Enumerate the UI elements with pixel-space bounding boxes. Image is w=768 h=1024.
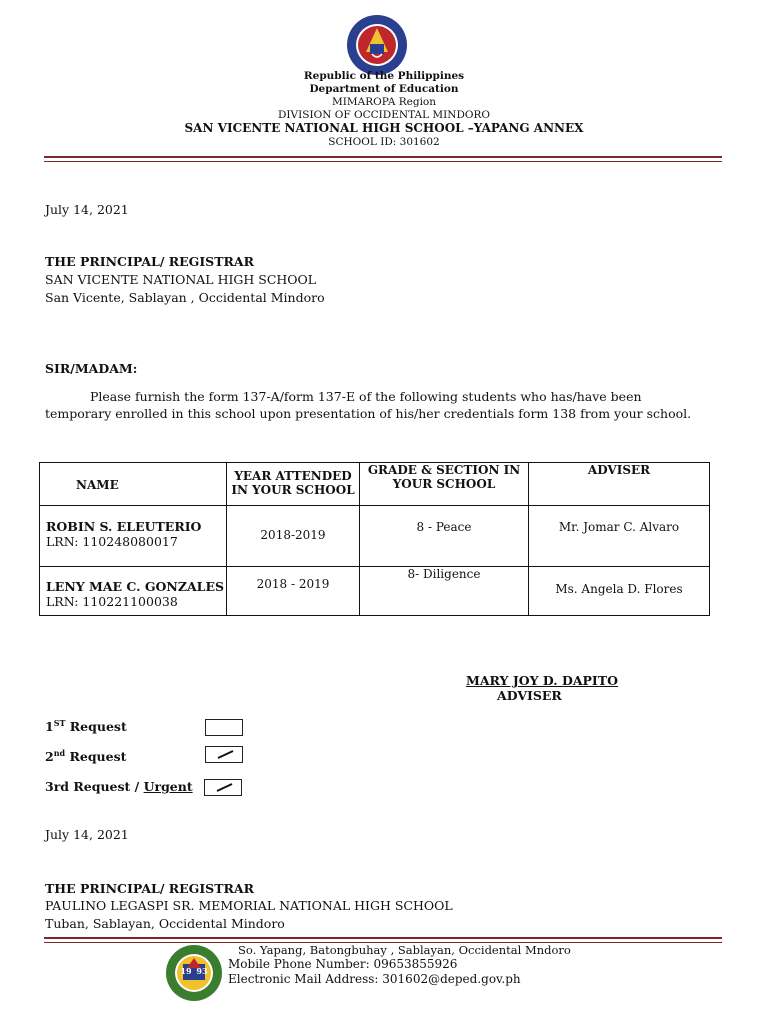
header-division: DIVISION OF OCCIDENTAL MINDORO: [277, 109, 491, 121]
student-lrn: LRN: 110221100038: [46, 594, 178, 609]
request-second-num: 2: [45, 749, 54, 765]
header-adviser: ADVISER: [587, 463, 651, 477]
header-grade-1: GRADE & SECTION IN: [367, 463, 521, 477]
table-row: [40, 506, 710, 567]
request-second-text: Request: [65, 749, 127, 765]
check-mark-icon: [206, 747, 242, 762]
header-rule-thin: [44, 161, 722, 162]
footer-mobile: Mobile Phone Number: 09653855926: [228, 957, 458, 971]
request-first-text: Request: [65, 719, 127, 735]
student-name: ROBIN S. ELEUTERIO: [46, 519, 202, 534]
header-school-id: SCHOOL ID: 301602: [328, 136, 440, 148]
request-first-num: 1: [45, 719, 54, 735]
request-second-label: [45, 748, 126, 764]
student-adviser: Mr. Jomar C. Alvaro: [558, 520, 680, 534]
addressee-school: SAN VICENTE NATIONAL HIGH SCHOOL: [45, 272, 317, 287]
request-first-sup: ST: [53, 718, 66, 728]
footer-letter-date: July 14, 2021: [45, 827, 129, 842]
request-first-checkbox[interactable]: [205, 719, 243, 736]
footer-rule: [44, 937, 722, 939]
request-first-label: [45, 718, 127, 734]
header-grade-2: YOUR SCHOOL: [392, 477, 496, 491]
header-year-1: YEAR ATTENDED: [234, 469, 352, 483]
header-name: NAME: [76, 478, 119, 492]
check-mark-icon: [205, 780, 241, 795]
footer-email: Electronic Mail Address: 301602@deped.gov.ph: [228, 972, 521, 986]
student-year: 2018 - 2019: [256, 577, 330, 591]
header-rule: [44, 156, 722, 158]
student-grade: 8- Diligence: [407, 567, 481, 581]
request-second-checkbox[interactable]: [205, 746, 243, 763]
body-line-1: Please furnish the form 137-A/form 137-E of the following students who has/have been: [90, 389, 642, 404]
addressee-location: San Vicente, Sablayan , Occidental Mindoro: [45, 290, 325, 305]
table-header-row: [40, 463, 710, 506]
signatory-name: MARY JOY D. DAPITO: [466, 673, 618, 688]
footer-addressee-school: PAULINO LEGASPI SR. MEMORIAL NATIONAL HIGH SCHOOL: [45, 898, 453, 913]
school-logo-icon: [165, 944, 223, 1006]
header-region: MIMAROPA Region: [331, 96, 437, 108]
footer-address: So. Yapang, Batongbuhay , Sablayan, Occidental Mndoro: [238, 943, 571, 957]
student-adviser: Ms. Angela D. Flores: [555, 582, 683, 596]
header-republic: Republic of the Philippines: [303, 70, 465, 82]
request-third-label: [45, 779, 193, 794]
student-lrn: LRN: 110248080017: [46, 534, 178, 549]
logo-year-left: 19: [180, 966, 192, 976]
students-table: [39, 462, 710, 616]
student-grade: 8 - Peace: [416, 520, 472, 534]
letter-date: July 14, 2021: [45, 202, 129, 217]
header-school-name: SAN VICENTE NATIONAL HIGH SCHOOL –YAPANG ANNEX: [184, 121, 584, 135]
request-second-sup: nd: [53, 748, 66, 758]
table-row: [40, 567, 710, 616]
signatory-role: ADVISER: [497, 688, 562, 703]
request-urgent-text: Urgent: [143, 779, 193, 794]
request-third-checkbox[interactable]: [204, 779, 242, 796]
footer-addressee-title: THE PRINCIPAL/ REGISTRAR: [45, 881, 254, 896]
salutation: SIR/MADAM:: [45, 361, 138, 376]
logo-year-right: 93: [196, 966, 208, 976]
request-third-text: 3rd Request /: [45, 779, 144, 794]
body-line-2: temporary enrolled in this school upon presentation of his/her credentials form 138 from your school.: [45, 406, 692, 421]
footer-addressee-location: Tuban, Sablayan, Occidental Mindoro: [45, 916, 285, 931]
student-year: 2018-2019: [260, 528, 326, 542]
student-name: LENY MAE C. GONZALES: [46, 579, 225, 594]
header-year-2: IN YOUR SCHOOL: [231, 483, 355, 497]
addressee-title: THE PRINCIPAL/ REGISTRAR: [45, 254, 254, 269]
header-department: Department of Education: [309, 83, 459, 95]
